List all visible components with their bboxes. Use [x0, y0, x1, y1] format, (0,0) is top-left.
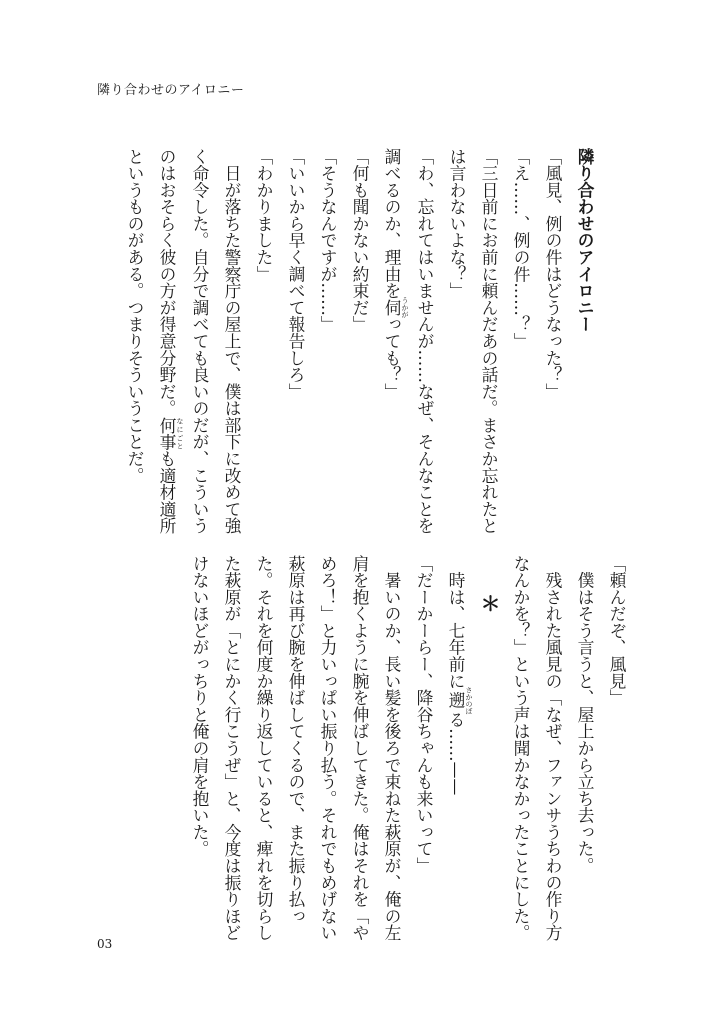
text-line: [441, 148, 473, 508]
text-line: [280, 555, 312, 925]
text-run: も適材適所: [157, 450, 177, 535]
text-run: なんかを？」という声は聞かなかったことにした。: [511, 555, 531, 942]
text-line: [376, 148, 409, 508]
text-line: [119, 148, 151, 508]
text-run: というものがある。つまりそういうことだ。: [125, 148, 145, 484]
text-run: 残された風見の「なぜ、ファンサうちわの作り方: [543, 555, 563, 942]
text-line: [248, 148, 280, 508]
text-line: [184, 555, 216, 915]
text-run: 「え……、例の件……？」: [511, 148, 531, 350]
text-run: 「そうなんですが……」: [318, 148, 338, 333]
text-run: く命令した。自分で調べても良いのだが、こういう: [190, 148, 210, 535]
text-line: [505, 148, 537, 508]
text-line: [505, 555, 537, 942]
text-line: [537, 148, 569, 508]
ruby-base: 遡: [446, 686, 466, 715]
ruby-word: [446, 686, 473, 715]
text-line: [537, 555, 569, 942]
text-run: っても？」: [382, 315, 402, 400]
text-line: [473, 148, 505, 535]
text-run: けないほどがっちりと俺の肩を抱いた。: [190, 555, 210, 858]
text-run: めろ！」と力いっぱい振り払う。それでもめげない: [318, 555, 338, 942]
text-line: [280, 148, 312, 508]
section-break: [473, 555, 505, 915]
page-number: 03: [97, 937, 113, 951]
text-line: [376, 555, 408, 942]
text-run: 萩原は再び腕を伸ばしてくるので、また振り払っ: [286, 555, 306, 925]
text-run: 日が落ちた警察庁の屋上で、僕は部下に改めて強: [222, 148, 242, 535]
text-run: 僕はそう言うと、屋上から立ち去った。: [575, 555, 595, 875]
ruby-base: 何事: [157, 416, 177, 451]
text-line: [409, 148, 441, 535]
text-run: 「風見、例の件はどうなった？」: [543, 148, 563, 400]
text-line: [344, 555, 376, 942]
text-run: 調べるのか、理由を: [382, 148, 402, 300]
text-run: 「わ、忘れてはいませんが……なぜ、そんなことを: [415, 148, 435, 535]
text-line: [216, 148, 248, 535]
text-line: [408, 555, 440, 915]
text-run: 「三日前にお前に頼んだあの話だ。まさか忘れたと: [479, 148, 499, 535]
text-line: [312, 555, 344, 942]
text-line: [248, 555, 280, 942]
chapter-title: [569, 148, 601, 508]
ruby-word: [382, 297, 409, 319]
text-line: [312, 148, 344, 508]
text-line: [440, 555, 473, 915]
ruby-word: [157, 416, 184, 451]
text-run: る……——: [446, 711, 466, 796]
text-run: は言わないよな？」: [447, 148, 467, 300]
running-head: 隣り合わせのアイロニー: [97, 83, 245, 98]
text-run: 「何も聞かない約束だ」: [350, 148, 370, 333]
text-run: 暑いのか、長い髪を後ろで束ねた萩原が、俺の左: [382, 555, 402, 942]
text-block-bottom: [89, 555, 633, 942]
text-line: [151, 148, 184, 535]
text-line: [344, 148, 376, 508]
ruby-reading: うかが: [401, 297, 409, 319]
text-run: 時は、七年前に: [446, 555, 466, 690]
text-block-top: [89, 148, 601, 535]
text-run: 隣り合わせのアイロニー: [575, 148, 595, 333]
text-run: 「だーかーらー、降谷ちゃんも来いって」: [414, 555, 434, 875]
ruby-reading: さかのぼ: [465, 686, 473, 715]
ruby-base: 伺: [382, 297, 402, 319]
text-run: 「いいから早く調べて報告しろ」: [286, 148, 306, 400]
text-line: [601, 555, 633, 915]
ruby-reading: なにごと: [176, 416, 184, 451]
text-run: ＊: [477, 593, 501, 613]
text-line: [216, 555, 248, 942]
text-run: た萩原が「とにかく行こうぜ」と、今度は振りほど: [222, 555, 242, 942]
text-line: [569, 555, 601, 915]
text-line: [184, 148, 216, 535]
text-run: た。それを何度か繰り返していると、痺れを切らし: [254, 555, 274, 942]
text-run: のはおそらく彼の方が得意分野だ。: [157, 148, 177, 417]
text-run: 肩を抱くように腕を伸ばしてきた。俺はそれを「や: [350, 555, 370, 942]
text-run: 「頼んだぞ、風見」: [607, 555, 627, 707]
text-run: 「わかりました」: [254, 148, 274, 283]
